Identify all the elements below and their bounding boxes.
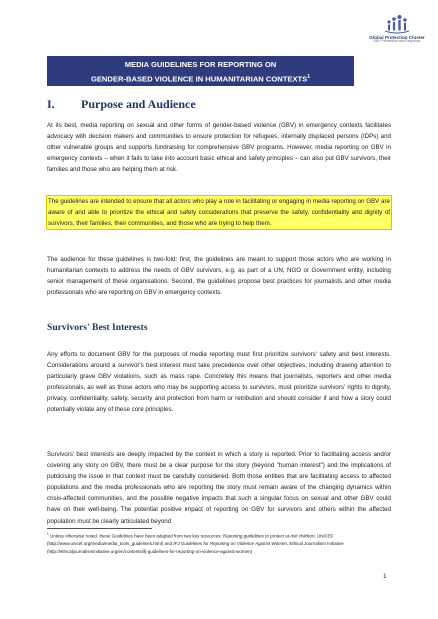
highlighted-paragraph: The guidelines are intended to ensure that all actors who play a role in facilitating or engaging in media reporting on GBV are aware of and able to prioritize the ethical and safety considerations that preserve the safety, confidentiality and dignity of survivors, their families, their communities, and those who are trying to help them. [46, 195, 392, 230]
title-line-2-text: GENDER-BASED VIOLENCE IN HUMANITARIAN CONTEXTS [90, 74, 308, 84]
footnote-source-2: IFJ Guidelines for Reporting on Violence Against Women [173, 541, 287, 547]
footnote-text-1: Unless otherwise noted, these Guidelines have been adapted from two key resources: [50, 533, 223, 539]
people-logo-icon [382, 14, 412, 34]
footnote [47, 531, 391, 555]
paragraph-best-interests: Any efforts to document GBV for the purposes of media reporting must first prioritize survivors' safety and best interests. Considerations around a survivor's best interest must take precedence over other objectives, including drawing attention to particularly grave GBV violations, such as mass rape. Concretely this means that journalists, reporters and other media professionals, as well as those actors who may be supporting access to survivors, must prioritize survivors' rights to dignity, privacy, confidentiality, safety, security and protection from harm or retribution and should consider if and how a story could potentially violate any of these core principles. [47, 351, 391, 414]
footnote-text-3: , Ethical Journalism Initiative (http://ethicaljournalisminitiative.org/en/contents/ifj-guidelines-for-reporting-on-violence-against-women) [47, 541, 344, 554]
page-number: 1 [383, 573, 387, 580]
section-title: Purpose and Audience [81, 97, 196, 111]
title-footnote-ref: 1 [307, 74, 311, 80]
footnote-source-1: Reporting guidelines to protect at-risk children [222, 533, 315, 539]
title-line-1: MEDIA GUIDELINES FOR REPORTING ON [124, 60, 277, 69]
document-title [47, 56, 354, 86]
subsection-heading: Survivors' Best Interests [47, 322, 148, 333]
section-number: I. [47, 97, 55, 111]
section-heading [47, 97, 196, 112]
footnote-ref: 1 [47, 532, 49, 536]
footnote-text-2: , UNICEF (http://www.unicef.org/media/media_tools_guidelines.html) and [47, 533, 334, 547]
footnote-divider [47, 528, 152, 529]
paragraph-context: Survivors' best interests are deeply impacted by the context in which a story is reported. Prior to facilitating access and/or covering any story on GBV, there must be a clear purpose for the story (beyond "human interest") and the implications of publicising the issue in that context must be carefully considered. Both those entities that are facilitating access to affected populations and the media professionals who are reporting the story must remain aware of the changing dynamics within crisis-affected communities, and the possible negative impacts that such a singular focus on sexual and other GBV could have on their well-being. The potential positive impact of reporting on GBV for survivors and others within the affected population must be clearly articulated beyond [47, 451, 391, 525]
title-line-2 [47, 71, 354, 86]
logo [368, 14, 426, 44]
paragraph-intro: At its best, media reporting on sexual and other forms of gender-based violence (GBV) in emergency contexts facilitates advocacy with decision makers and communities to ensure protection for refugees, internally displaced persons (IDPs) and other vulnerable groups and supports fundraising for comprehensive GBV programs. However, media reporting on GBV in emergency contexts – when it fails to take into account basic ethical and safety principles – can also put GBV survivors, their families and those who are helping them at risk. [47, 122, 391, 174]
logo-subtitle: GBV Prevention and Response [373, 39, 421, 44]
paragraph-audience: The audience for these guidelines is two-fold: first, the guidelines are meant to support those actors who are working in humanitarian contexts to address the needs of GBV survivors, e.g. as part of a UN, NGO or Government entity, including senior management of these organisations. Second, the guidelines propose best practices for journalists and other media professionals who are reporting on GBV in emergency contexts. [47, 256, 391, 297]
logo-name: Global Protection Cluster [369, 35, 425, 40]
